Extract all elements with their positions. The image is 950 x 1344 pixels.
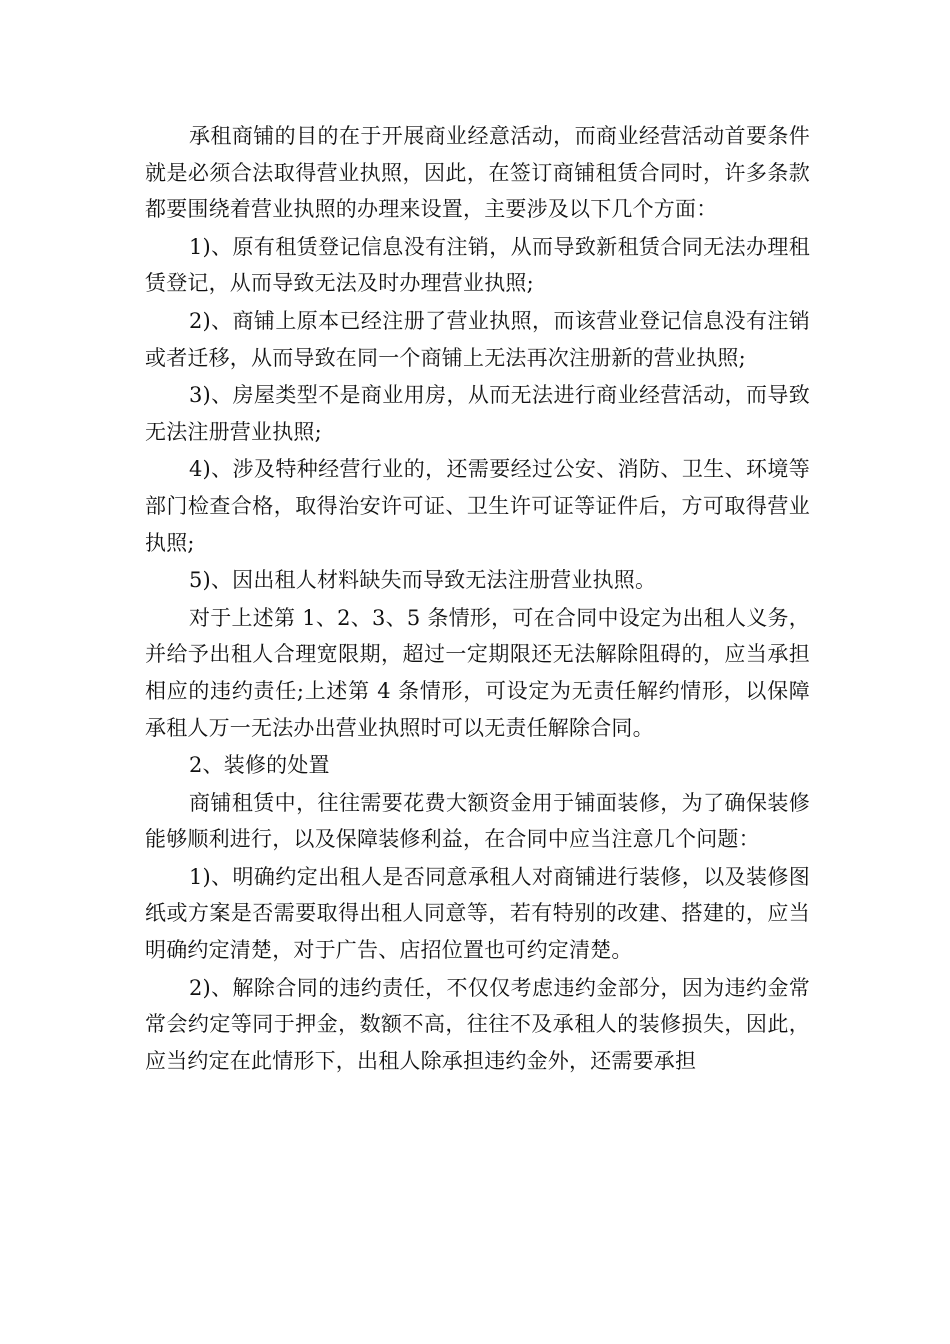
- paragraph-renovation-intro: 商铺租赁中，往往需要花费大额资金用于铺面装修，为了确保装修能够顺利进行，以及保障装修利益，在合同中应当注意几个问题：: [145, 790, 810, 852]
- paragraph-renovation-item-2: 2)、解除合同的违约责任，不仅仅考虑违约金部分，因为违约金常常会约定等同于押金，数额不高，往往不及承租人的装修损失，因此，应当约定在此情形下，出租人除承担违约金外，还需要承担: [145, 975, 810, 1073]
- paragraph-business-license-intro: 承租商铺的目的在于开展商业经意活动，而商业经营活动首要条件就是必须合法取得营业执照，因此，在签订商铺租赁合同时，许多条款都要围绕着营业执照的办理来设置，主要涉及以下几个方面：: [145, 124, 810, 222]
- paragraph-item-1-lease-registration: 1)、原有租赁登记信息没有注销，从而导致新租赁合同无法办理租赁登记，从而导致无法及时办理营业执照;: [145, 234, 810, 296]
- paragraph-renovation-item-1: 1)、明确约定出租人是否同意承租人对商铺进行装修，以及装修图纸或方案是否需要取得出租人同意等，若有特别的改建、搭建的，应当明确约定清楚，对于广告、店招位置也可约定清楚。: [145, 864, 810, 963]
- paragraph-item-2-existing-license: 2)、商铺上原本已经注册了营业执照，而该营业登记信息没有注销或者迁移，从而导致在同一个商铺上无法再次注册新的营业执照;: [145, 308, 810, 370]
- section-heading-renovation: 2、装修的处置: [189, 753, 330, 778]
- document-body: [145, 118, 810, 1080]
- paragraph-item-4-special-industry: 4)、涉及特种经营行业的，还需要经过公安、消防、卫生、环境等部门检查合格，取得治安许可证、卫生许可证等证件后，方可取得营业执照;: [145, 457, 810, 555]
- paragraph-obligations-summary: 对于上述第 1、2、3、5 条情形，可在合同中设定为出租人义务，并给予出租人合理宽限期，超过一定期限还无法解除阻碍的，应当承担相应的违约责任;上述第 4 条情形，可设定为无责任解约情形，以保障承租人万一无法办出营业执照时可以无责任解除合同。: [145, 605, 810, 740]
- paragraph-item-3-property-type: 3)、房屋类型不是商业用房，从而无法进行商业经营活动，而导致无法注册营业执照;: [145, 383, 810, 444]
- paragraph-item-5-missing-materials: 5)、因出租人材料缺失而导致无法注册营业执照。: [189, 568, 657, 593]
